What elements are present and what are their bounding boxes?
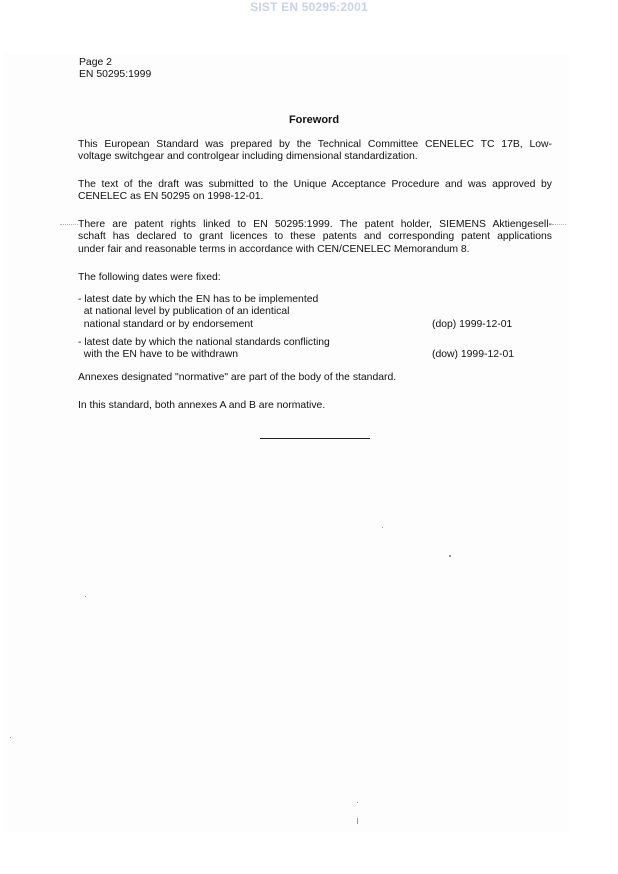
scan-artifact-line-left	[60, 224, 78, 225]
paragraph-line: The following dates were fixed:	[78, 272, 221, 283]
paragraph-line: There are patent rights linked to EN 50295:1999. The patent holder, SIEMENS Aktiengesell-	[78, 219, 552, 230]
end-rule	[260, 438, 370, 439]
date-item-dop	[78, 294, 318, 331]
date-item-line: with the EN have to be withdrawn	[78, 349, 238, 361]
foreword-title: Foreword	[288, 114, 340, 126]
annex-note	[78, 372, 552, 384]
date-item-line: - latest date by which the national standards conflicting	[78, 337, 330, 348]
scan-speck	[357, 818, 358, 824]
paragraph-patent	[78, 219, 552, 256]
scan-speck	[10, 737, 11, 738]
paragraph-committee	[78, 139, 552, 164]
paragraph-line: CENELEC as EN 50295 on 1998-12-01.	[78, 191, 264, 203]
paragraph-line: In this standard, both annexes A and B are normative.	[78, 400, 326, 411]
date-value-dop: (dop) 1999-12-01	[432, 319, 513, 330]
date-item-line: - latest date by which the EN has to be implemented	[78, 294, 319, 305]
scan-artifact-line-right	[552, 224, 566, 225]
document-id: EN 50295:1999	[79, 69, 152, 80]
date-value-dow: (dow) 1999-12-01	[432, 349, 515, 360]
page-number: Page 2	[79, 57, 112, 68]
scan-speck	[357, 802, 358, 803]
annex-statement	[78, 400, 552, 412]
date-item-line: at national level by publication of an identical	[78, 306, 290, 318]
scan-speck	[382, 527, 383, 528]
paragraph-line: This European Standard was prepared by the Technical Committee CENELEC TC 17B, Low-	[78, 139, 552, 150]
scanned-page	[4, 54, 570, 832]
paragraph-line: Annexes designated "normative" are part of the body of the standard.	[78, 372, 397, 383]
scan-speck	[449, 555, 451, 557]
paragraph-line: The text of the draft was submitted to the Unique Acceptance Procedure and was approved by	[78, 179, 552, 190]
paragraph-line: schaft has declared to grant licences to these patents and corresponding patent applications	[78, 231, 552, 243]
watermark: SIST EN 50295:2001	[250, 0, 368, 14]
scan-speck	[85, 596, 86, 597]
paragraph-line: voltage switchgear and controlgear including dimensional standardization.	[78, 151, 418, 163]
paragraph-line: under fair and reasonable terms in accordance with CEN/CENELEC Memorandum 8.	[78, 243, 470, 255]
dates-intro	[78, 272, 552, 284]
date-item-line: national standard or by endorsement	[78, 318, 254, 330]
paragraph-approval	[78, 179, 552, 204]
date-item-dow	[78, 337, 330, 362]
